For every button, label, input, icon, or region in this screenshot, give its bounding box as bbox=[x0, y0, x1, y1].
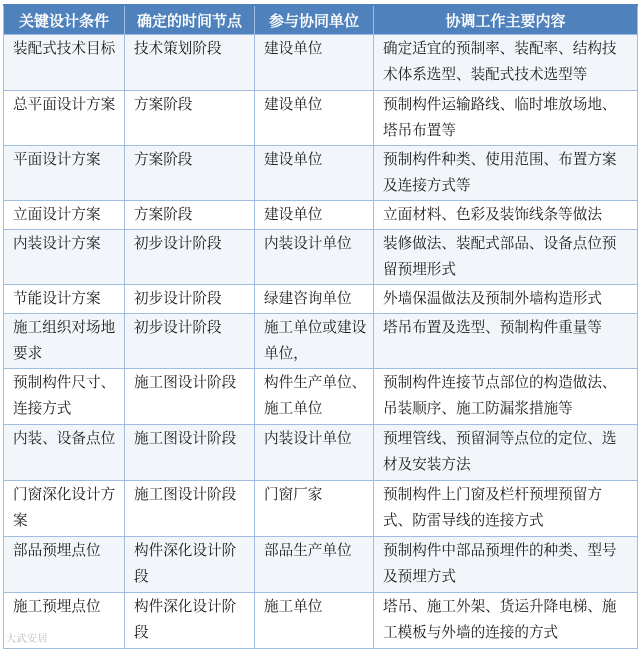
table-row bbox=[4, 146, 638, 201]
table-row bbox=[4, 35, 638, 91]
coordination-table bbox=[3, 4, 638, 649]
table-row bbox=[4, 425, 638, 481]
header-row bbox=[4, 5, 638, 35]
cell-content: 预制构件运输路线、临时堆放场地、塔吊布置等 bbox=[374, 91, 638, 146]
cell-time-node: 初步设计阶段 bbox=[125, 230, 255, 285]
cell-condition: 门窗深化设计方案 bbox=[4, 481, 125, 537]
cell-condition: 部品预埋点位 bbox=[4, 537, 125, 593]
cell-condition: 内装设计方案 bbox=[4, 230, 125, 285]
header-design-condition: 关键设计条件 bbox=[4, 5, 125, 35]
cell-time-node: 施工图设计阶段 bbox=[125, 425, 255, 481]
cell-content: 预制构件种类、使用范围、布置方案及连接方式等 bbox=[374, 146, 638, 201]
cell-participants: 内装设计单位 bbox=[255, 230, 374, 285]
cell-participants: 绿建咨询单位 bbox=[255, 285, 374, 314]
cell-participants: 构件生产单位、施工单位 bbox=[255, 369, 374, 425]
cell-condition: 平面设计方案 bbox=[4, 146, 125, 201]
cell-participants: 建设单位 bbox=[255, 201, 374, 230]
cell-content: 预制构件中部品预埋件的种类、型号及预埋方式 bbox=[374, 537, 638, 593]
table-row bbox=[4, 285, 638, 314]
cell-participants: 建设单位 bbox=[255, 35, 374, 91]
cell-time-node: 技术策划阶段 bbox=[125, 35, 255, 91]
cell-participants: 门窗厂家 bbox=[255, 481, 374, 537]
cell-participants: 部品生产单位 bbox=[255, 537, 374, 593]
cell-time-node: 构件深化设计阶段 bbox=[125, 593, 255, 649]
cell-time-node: 初步设计阶段 bbox=[125, 285, 255, 314]
table-row bbox=[4, 593, 638, 649]
cell-condition: 预制构件尺寸、连接方式 bbox=[4, 369, 125, 425]
table-row bbox=[4, 369, 638, 425]
table-row bbox=[4, 230, 638, 285]
cell-content: 立面材料、色彩及装饰线条等做法 bbox=[374, 201, 638, 230]
cell-time-node: 方案阶段 bbox=[125, 146, 255, 201]
cell-condition: 施工组织对场地要求 bbox=[4, 314, 125, 369]
cell-condition: 内装、设备点位 bbox=[4, 425, 125, 481]
cell-condition: 施工预埋点位 bbox=[4, 593, 125, 649]
cell-content: 预制构件上门窗及栏杆预埋预留方式、防雷导线的连接方式 bbox=[374, 481, 638, 537]
cell-time-node: 构件深化设计阶段 bbox=[125, 537, 255, 593]
cell-time-node: 方案阶段 bbox=[125, 201, 255, 230]
cell-content: 外墙保温做法及预制外墙构造形式 bbox=[374, 285, 638, 314]
cell-time-node: 施工图设计阶段 bbox=[125, 481, 255, 537]
cell-content: 确定适宜的预制率、装配率、结构技术体系选型、装配式技术选型等 bbox=[374, 35, 638, 91]
cell-participants: 建设单位 bbox=[255, 91, 374, 146]
cell-condition: 立面设计方案 bbox=[4, 201, 125, 230]
table-row bbox=[4, 314, 638, 369]
cell-content: 预制构件连接节点部位的构造做法、吊装顺序、施工防漏浆措施等 bbox=[374, 369, 638, 425]
cell-participants: 施工单位或建设单位， bbox=[255, 314, 374, 369]
table-row bbox=[4, 201, 638, 230]
watermark: 大武安居 bbox=[6, 634, 48, 645]
cell-time-node: 施工图设计阶段 bbox=[125, 369, 255, 425]
cell-time-node: 方案阶段 bbox=[125, 91, 255, 146]
cell-participants: 建设单位 bbox=[255, 146, 374, 201]
cell-content: 装修做法、装配式部品、设备点位预留预埋形式 bbox=[374, 230, 638, 285]
cell-condition: 节能设计方案 bbox=[4, 285, 125, 314]
cell-content: 塔吊布置及选型、预制构件重量等 bbox=[374, 314, 638, 369]
table-row bbox=[4, 481, 638, 537]
table-row bbox=[4, 537, 638, 593]
cell-condition: 总平面设计方案 bbox=[4, 91, 125, 146]
cell-content: 塔吊、施工外架、货运升降电梯、施工模板与外墙的连接的方式 bbox=[374, 593, 638, 649]
cell-participants: 内装设计单位 bbox=[255, 425, 374, 481]
header-participants: 参与协同单位 bbox=[255, 5, 374, 35]
cell-participants: 施工单位 bbox=[255, 593, 374, 649]
cell-content: 预埋管线、预留洞等点位的定位、选材及安装方法 bbox=[374, 425, 638, 481]
cell-time-node: 初步设计阶段 bbox=[125, 314, 255, 369]
header-main-content: 协调工作主要内容 bbox=[374, 5, 638, 35]
header-time-node: 确定的时间节点 bbox=[125, 5, 255, 35]
table-row bbox=[4, 91, 638, 146]
cell-condition: 装配式技术目标 bbox=[4, 35, 125, 91]
